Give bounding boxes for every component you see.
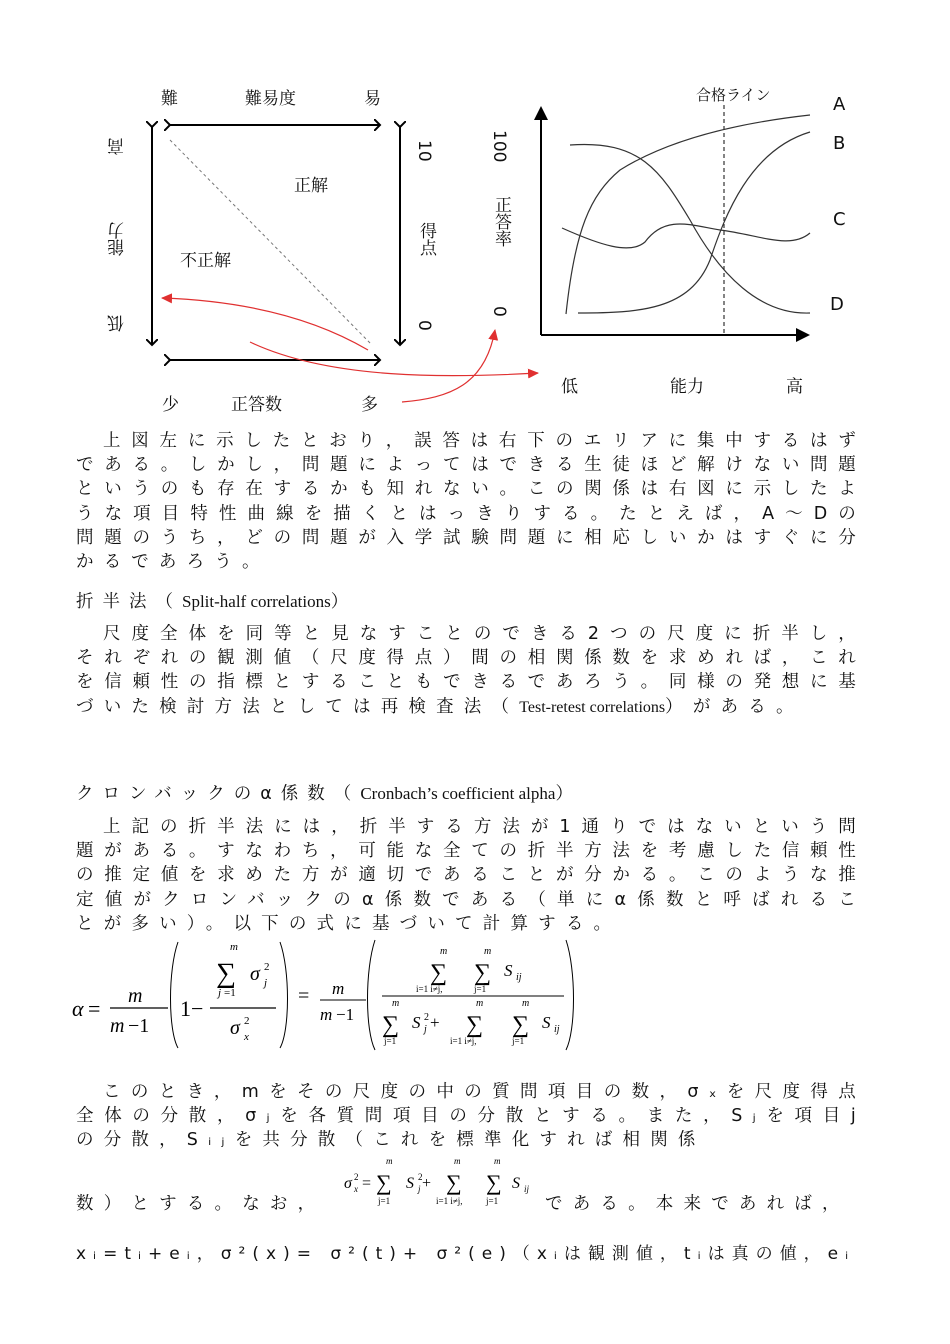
svg-text:−1: −1 <box>336 1005 355 1024</box>
icc-axes <box>541 108 808 335</box>
paragraph-cronbach: 上記の折半法には，折半する方法が1通りではないという問題がある。すなわち，可能な全ての折半方法を考慮した信頼性の推定値を求めた方が適切であることが分かる。このような推定値がクロンバックのα係数である（単にα係数と呼ばれることが多い）。以下の式に基づいて計算する。 <box>76 817 866 934</box>
svg-text:j: j <box>264 977 268 989</box>
svg-text:∑: ∑ <box>376 1170 392 1195</box>
svg-text:=: = <box>298 985 310 1007</box>
svg-text:i=1 i≠j,: i=1 i≠j, <box>416 984 443 994</box>
few-label: 少 <box>162 395 179 415</box>
svg-text:m: m <box>320 1005 333 1024</box>
svg-text:x: x <box>354 1184 358 1194</box>
svg-text:m: m <box>440 946 448 957</box>
many-label: 多 <box>361 395 378 415</box>
curve-A <box>566 115 810 314</box>
correct-count-label: 正答数 <box>231 395 282 415</box>
svg-text:ij: ij <box>524 1184 530 1194</box>
low-label: 低 <box>108 315 128 332</box>
svg-text:m: m <box>522 998 530 1009</box>
variance-formula <box>342 1152 542 1212</box>
svg-text:2: 2 <box>424 1012 429 1023</box>
svg-text:∑: ∑ <box>474 960 492 986</box>
curve-D-label: D <box>830 294 844 315</box>
svg-text:S: S <box>512 1175 520 1192</box>
svg-text:m: m <box>128 985 143 1007</box>
svg-text:j=1: j=1 <box>378 1196 391 1206</box>
svg-text:S: S <box>406 1175 414 1192</box>
x-high-label: 高 <box>786 377 803 397</box>
svg-text:∑: ∑ <box>512 1012 530 1038</box>
hard-label: 難 <box>161 89 178 109</box>
svg-text:α: α <box>72 996 84 1021</box>
svg-text:m: m <box>230 941 238 953</box>
svg-text:σ: σ <box>230 1017 240 1039</box>
svg-text:=: = <box>362 1175 372 1192</box>
curve-D <box>570 144 810 313</box>
svg-text:2: 2 <box>418 1172 423 1182</box>
icc-curves <box>562 115 810 314</box>
svg-text:m: m <box>494 1156 501 1166</box>
incorrect-area-label: 不正解 <box>180 251 231 271</box>
svg-text:+: + <box>430 1013 440 1032</box>
correct-area-label: 正解 <box>294 176 328 196</box>
svg-text:j=1: j=1 <box>384 1036 397 1046</box>
svg-text:σ: σ <box>344 1175 352 1192</box>
paragraph-icc: 上図左に示したとおり，誤答は右下のエリアに集中するはずである。しかし，問題によってはできる生徒ほど解けない問題というのも存在するかも知れない。この関係は右図に示したような項目特性曲線を描くとはっきりする。たとえば，A～Dの問題のうち，どの問題が入学試験問題に相応しいかはすぐに分かるであろう。 <box>76 431 866 573</box>
svg-text:−1: −1 <box>128 1015 150 1037</box>
score-0-label: 0 <box>414 320 434 331</box>
svg-text:j=1: j=1 <box>474 984 487 994</box>
easy-label: 易 <box>364 89 381 109</box>
svg-text:∑: ∑ <box>486 1170 502 1195</box>
svg-text:2: 2 <box>264 961 270 973</box>
paragraph-split-half: 尺度全体を同等と見なすことのできる2つの尺度に折半し，それぞれの観測値（尺度得点）間の相関係数を求めれば，これを信頼性の指標とすることもできるであろう。同様の発想に基づいた検討方法としては再検査法（Test-retest correlations）がある。 <box>76 624 866 717</box>
curve-B <box>578 132 810 313</box>
curve-C <box>562 224 810 248</box>
svg-text:=1: =1 <box>224 987 236 999</box>
svg-text:m: m <box>484 946 492 957</box>
svg-text:m: m <box>386 1156 393 1166</box>
red-arrows <box>162 298 538 402</box>
diagonal-divider <box>170 140 372 345</box>
x-low-label: 低 <box>561 377 578 397</box>
heading-split-half: 折半法（Split-half correlations） <box>76 592 358 612</box>
y-axis-label: 正答率 <box>491 196 511 247</box>
svg-text:x: x <box>244 1031 249 1043</box>
svg-text:∑: ∑ <box>430 960 448 986</box>
svg-text:∑: ∑ <box>466 1012 484 1038</box>
svg-text:m: m <box>110 1015 125 1037</box>
paragraph-variables: このとき，mをその尺度の中の質問項目の数，σₓを尺度得点全体の分散，σⱼを各質問項目の分散とする。また，Sⱼを項目jの分散，Sᵢⱼを共分散（これを標準化すれば相関係 <box>76 1082 866 1151</box>
high-label: 高 <box>108 138 128 155</box>
variables-line2-start: 数）とする。なお， <box>76 1194 326 1214</box>
y-0-label: 0 <box>489 306 509 317</box>
heading-cronbach: クロンバックのα係数（Cronbach’s coefficient alpha） <box>76 784 582 804</box>
svg-text:S: S <box>542 1013 551 1032</box>
svg-text:ij: ij <box>554 1024 560 1035</box>
svg-text:i=1 i≠j,: i=1 i≠j, <box>450 1036 477 1046</box>
svg-text:m: m <box>392 998 400 1009</box>
svg-text:∑: ∑ <box>446 1170 462 1195</box>
svg-text:+: + <box>422 1175 432 1192</box>
variables-line2-end: である。本来であれば， <box>545 1194 850 1214</box>
svg-text:∑: ∑ <box>382 1012 400 1038</box>
svg-text:1−: 1− <box>180 996 204 1021</box>
ability-label: 能力 <box>108 222 128 256</box>
svg-text:m: m <box>476 998 484 1009</box>
svg-text:i=1 i≠j,: i=1 i≠j, <box>436 1196 463 1206</box>
svg-text:2: 2 <box>244 1015 250 1027</box>
left-diagram <box>152 125 400 360</box>
svg-text:j=1: j=1 <box>512 1036 525 1046</box>
svg-text:σ: σ <box>250 963 260 985</box>
curve-B-label: B <box>833 133 846 154</box>
score-label: 得点 <box>416 222 436 256</box>
x-axis-label: 能力 <box>670 377 704 397</box>
svg-text:∑: ∑ <box>216 958 236 989</box>
svg-text:m: m <box>332 979 345 998</box>
y-100-label: 100 <box>489 130 509 163</box>
figure-area <box>0 0 950 430</box>
svg-text:j: j <box>418 1184 421 1194</box>
pass-line-label: 合格ライン <box>696 86 771 104</box>
svg-text:S: S <box>504 961 513 980</box>
svg-text:2: 2 <box>354 1172 359 1182</box>
svg-text:j: j <box>218 987 222 999</box>
curve-C-label: C <box>833 209 846 230</box>
svg-text:S: S <box>412 1013 421 1032</box>
svg-text:j=1: j=1 <box>486 1196 499 1206</box>
alpha-formula <box>70 930 590 1055</box>
svg-text:j: j <box>424 1024 427 1035</box>
curve-A-label: A <box>833 94 846 115</box>
difficulty-label: 難易度 <box>245 89 296 109</box>
svg-text:ij: ij <box>516 972 522 983</box>
paragraph-true-score: xᵢ=tᵢ+eᵢ，σ²(x)= σ²(t)+ σ²(e)（xᵢは観測値，tᵢは真の値，eᵢ <box>76 1244 856 1264</box>
score-10-label: 10 <box>414 140 434 162</box>
svg-text:=: = <box>88 996 101 1021</box>
svg-text:m: m <box>454 1156 461 1166</box>
